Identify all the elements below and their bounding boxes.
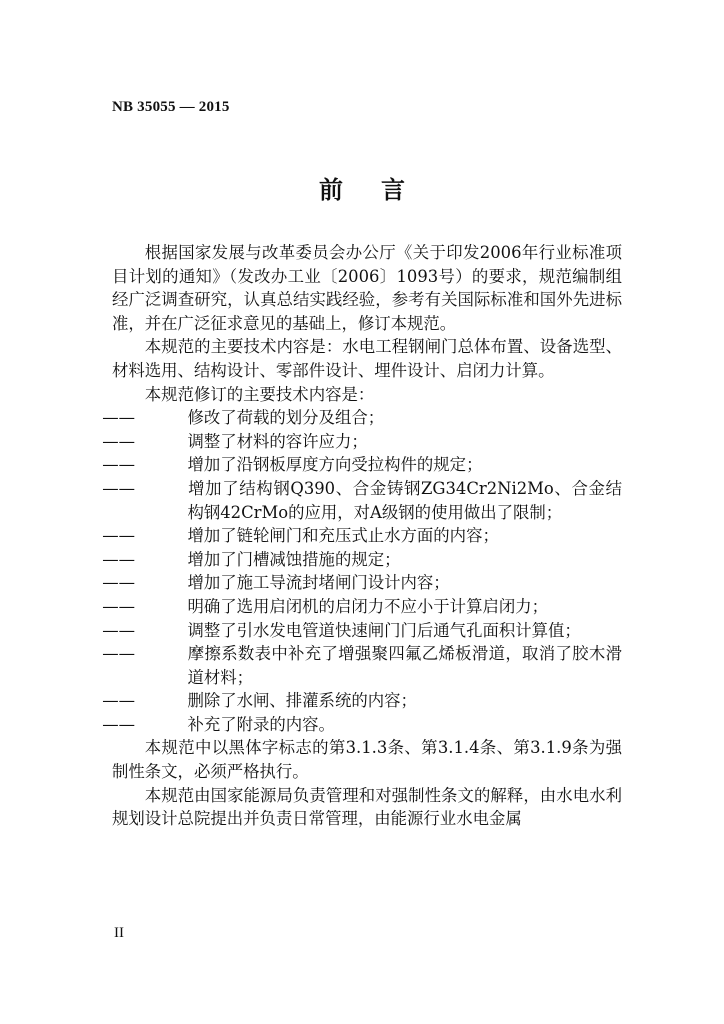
paragraph-mandatory-clauses: 本规范中以黑体字标志的第3.1.3条、第3.1.4条、第3.1.9条为强制性条文，必须严格执行。 (112, 738, 622, 782)
revision-item (102, 477, 622, 524)
dash-marker: —— (102, 573, 135, 593)
revision-item (102, 571, 622, 595)
paragraph-background: 根据国家发展与改革委员会办公厅《关于印发2006年行业标准项目计划的通知》（发改办工业〔2006〕1093号）的要求，规范编制组经广泛调查研究，认真总结实践经验，参考有关国际标准和国外先进标准，并在广泛征求意见的基础上，修订本规范。 (112, 243, 622, 333)
dash-marker: —— (102, 526, 135, 546)
revision-text: 删除了水闸、排灌系统的内容； (187, 691, 417, 711)
paragraph-management: 本规范由国家能源局负责管理和对强制性条文的解释，由水电水利规划设计总院提出并负责日常管理，由能源行业水电金属 (112, 785, 622, 829)
revision-item (102, 713, 622, 737)
revision-text: 增加了门槽减蚀措施的规定； (187, 549, 401, 569)
dash-marker: —— (102, 549, 135, 569)
revision-text: 调整了引水发电管道快速闸门门后通气孔面积计算值； (187, 620, 581, 640)
preface-body (102, 241, 622, 831)
page-number: II (114, 925, 124, 941)
revision-text: 摩擦系数表中补充了增强聚四氟乙烯板滑道，取消了胶木滑道材料； (187, 644, 622, 687)
revision-item (102, 689, 622, 713)
dash-marker: —— (102, 431, 135, 451)
revision-item (102, 619, 622, 643)
dash-marker: —— (102, 478, 135, 498)
dash-marker: —— (102, 408, 135, 428)
revision-text: 调整了材料的容许应力； (187, 431, 368, 451)
revision-text: 增加了沿钢板厚度方向受拉构件的规定； (187, 455, 483, 475)
revision-text: 增加了结构钢Q390、合金铸钢ZG34Cr2Ni2Mo、合金结构钢42CrMo的应用，对A级钢的使用做出了限制； (187, 478, 622, 522)
revision-item (102, 453, 622, 477)
revision-item (102, 642, 622, 689)
dash-marker: —— (102, 455, 135, 475)
standard-number: NB 35055 — 2015 (112, 99, 230, 115)
revision-text: 明确了选用启闭机的启闭力不应小于计算启闭力； (187, 596, 549, 616)
revision-item (102, 406, 622, 430)
revision-text: 修改了荷载的划分及组合； (187, 408, 385, 428)
dash-marker: —— (102, 691, 135, 711)
dash-marker: —— (102, 714, 135, 734)
revision-item (102, 595, 622, 619)
revision-item (102, 524, 622, 548)
dash-marker: —— (102, 596, 135, 616)
dash-marker: —— (102, 644, 135, 664)
page-title: 前言 (319, 175, 443, 204)
paragraph-revision-intro: 本规范修订的主要技术内容是： (144, 384, 375, 404)
revision-item (102, 548, 622, 572)
revision-item (102, 430, 622, 454)
revision-text: 增加了链轮闸门和充压式止水方面的内容； (187, 526, 499, 546)
paragraph-main-content: 本规范的主要技术内容是：水电工程钢闸门总体布置、设备选型、材料选用、结构设计、零部件设计、埋件设计、启闭力计算。 (112, 337, 622, 380)
dash-marker: —— (102, 620, 135, 640)
revision-text: 补充了附录的内容。 (187, 714, 335, 734)
revision-text: 增加了施工导流封堵闸门设计内容； (187, 573, 450, 593)
